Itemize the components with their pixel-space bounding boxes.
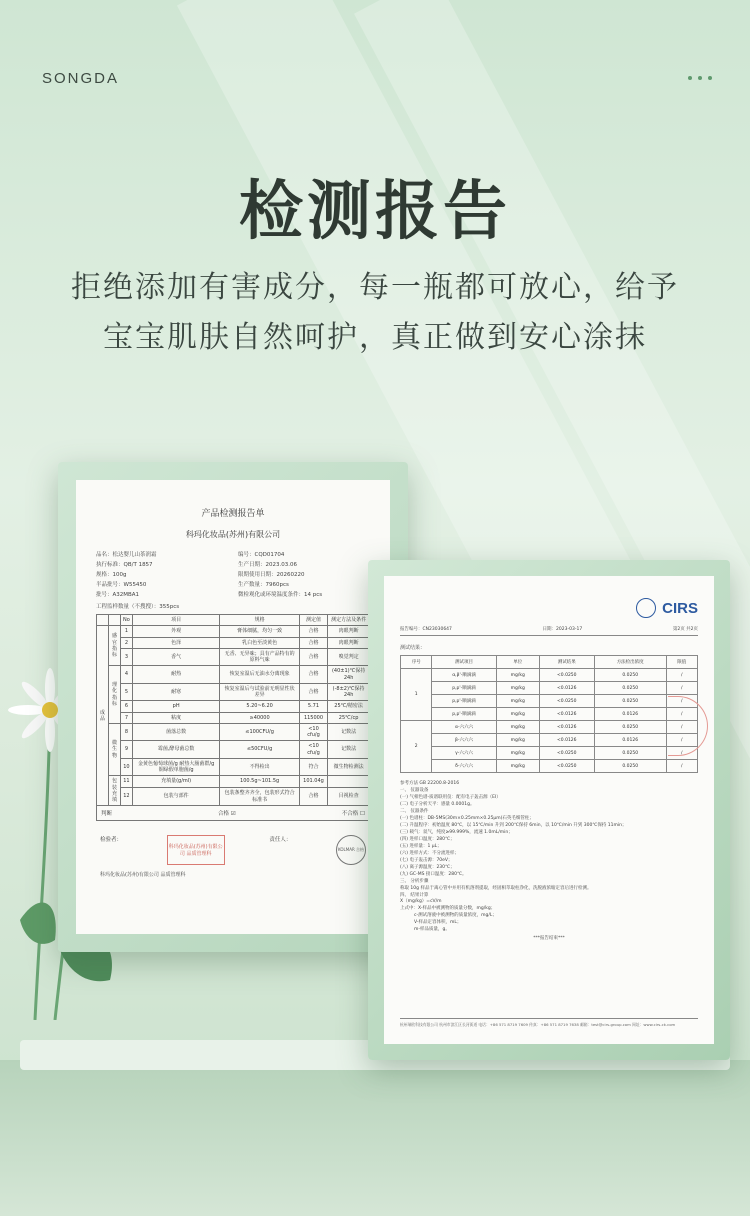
floor — [0, 1060, 750, 1216]
report-1-company: 科玛化妆品(苏州)有限公司 — [185, 530, 281, 539]
table-row: p,p'-顺滴滴 mg/kg <0.0250 0.0250 / — [401, 695, 698, 708]
col-header: 项目 — [132, 615, 220, 626]
brand-logo: SONGDA — [42, 70, 120, 87]
meta-item: 执行标准：QB/T 1857 — [96, 562, 153, 568]
report-1-meta — [96, 550, 370, 598]
cirs-header — [400, 598, 698, 618]
quality-stamp: 科玛化妆品(苏州)有限公司 品质管理科 — [167, 835, 225, 865]
report-2-paper — [384, 576, 714, 1044]
judge-label: 判断 — [101, 811, 113, 818]
group-product: 成品 — [97, 626, 109, 806]
table-row: δ-六六六 mg/kg <0.0250 0.0250 / — [401, 760, 698, 773]
group-micro: 微生物 — [109, 723, 121, 776]
method-text: 参考方法 GB 22200.8-2016 一、 仪器设备 (一) 气相色谱-质谱联用仪：配有电子轰击源（EI） (二) 电子分析天平：感量 0.0001g。 二、 仪器条件 (一) 色谱柱：DB-5MS(30m×0.25mm×0.25μm)石英毛细管柱； (二) 升温程序：初始温度 80℃，以 15℃/min 升到 200℃保持 6min，以 10℃/min 升到 300℃保持 11min； (三) 载气：氦气，纯度≥99.999%，流速 1.0mL/min； (四) 进样口温度：280℃； (五) 进样量：1 μL； (六) 进样方式：不分流进样； (七) 电子轰击源：70eV； (八) 离子源温度：230℃； (九) GC-MS 接口温度：280℃。 三、 分析步骤 称取 10g 样品于离心管中并用有机溶剂提取，经固相萃取柱净化，洗脱液浓缩定容后进行检测。 四、 结果计算 X（mg/kg）=cV/m 上式中：X-样品中被测物的质量分数，mg/kg； c-测试溶液中被测物的质量浓度，mg/L； V-样品定容体积，mL； m-样品质量，g。 ***报告结束*** — [400, 781, 627, 942]
table-row: 7 粘度 ≥40000 115000 25℃/cp — [97, 712, 370, 723]
meta-item: 微检观化或环境温度条件：14 pcs — [238, 592, 323, 598]
subtitle-line-2: 宝宝肌肤自然呵护，真正做到安心涂抹 — [103, 320, 647, 355]
sample-count: 工程监样数量（不搜搜）：355pcs — [96, 604, 180, 610]
more-dots-icon[interactable] — [688, 76, 712, 80]
subtitle-line-1: 拒绝添加有害成分，每一瓶都可放心，给予 — [71, 270, 679, 305]
report-2-table — [400, 655, 698, 773]
meta-item: 生产日期：2023.03.06 — [238, 562, 297, 568]
cirs-logo: CIRS — [662, 599, 698, 617]
table-row: 5 耐寒 恢复室温后与试验前无明显性状差异 合格 (-8±2)℃保持24h — [97, 683, 370, 701]
inspector-label: 检验者： — [100, 837, 123, 844]
table-row: 3 香气 无香、无异味；具有产品特有的原料气味 合格 嗅觉判定 — [97, 648, 370, 666]
meta-item: 编号：CQD01704 — [238, 552, 285, 558]
col-header: 规格 — [220, 615, 299, 626]
report-page: 第2页 共2页 — [672, 627, 698, 632]
responsible-label: 责任人： — [269, 837, 292, 844]
meta-item: 生产数量：7960pcs — [238, 582, 289, 588]
red-seal-stamp — [668, 696, 708, 756]
table-row: 2 色泽 乳白色至淡黄色 合格 肉眼判断 — [97, 637, 370, 648]
fail-checkbox: 不合格 ☐ — [341, 811, 365, 818]
table-row: 12 包装与部件 包装条整齐齐全，包装形式符合标准书 合格 目视检查 — [97, 787, 370, 805]
table-row: γ-六六六 mg/kg <0.0250 0.0250 / — [401, 747, 698, 760]
report-date: 日期：2023-03-17 — [542, 627, 583, 632]
table-row: 微生物 8 菌落总数 ≤100CFU/g <10 cfu/g 记数法 — [97, 723, 370, 741]
report-1-dept: 科玛化妆品(苏州)有限公司 品质管理科 — [100, 872, 186, 879]
report-number: 报告编号：CN23030647 — [400, 627, 452, 632]
col-header: No — [121, 615, 133, 626]
group-physchem: 理化指标 — [109, 666, 121, 724]
table-row: 成品 感官指标 1 外观 膏体细腻，均匀一致 合格 肉眼判断 — [97, 626, 370, 637]
signature-row — [96, 835, 370, 865]
table-header: 序号 测试项目 单位 测试结果 方法检出浓度 限值 — [401, 656, 698, 669]
judge-row — [96, 806, 370, 821]
table-row: 2 α-六六六 mg/kg <0.0126 0.0250 / — [401, 721, 698, 734]
table-row: 1 α,β'-顺滴滴 mg/kg <0.0250 0.0250 / — [401, 669, 698, 682]
result-label: 测试结果： — [400, 645, 426, 651]
meta-item: 半品批号：W55450 — [96, 582, 147, 588]
group-sensory: 感官指标 — [109, 626, 121, 666]
table-row: p,p'-顺滴滴 mg/kg <0.0126 0.0250 / — [401, 682, 698, 695]
table-row: 理化指标 4 耐热 恢复室温后无油水分离现象 合格 (40±1)℃保持24h — [97, 666, 370, 684]
report-1-table — [96, 614, 370, 806]
kolmar-round-stamp: KOLMAR 合格 — [336, 835, 366, 865]
meta-item: 规格：100g — [96, 572, 127, 578]
table-header — [97, 615, 370, 626]
report-1-sample-count — [96, 602, 370, 610]
report-frame-1 — [58, 462, 408, 952]
page-title: 检测报告 — [239, 175, 511, 249]
report-2-info — [400, 626, 698, 636]
report-1-title: 产品检测报告单 — [201, 509, 265, 519]
col-header: 测定方法及条件 — [328, 615, 370, 626]
pass-checkbox: 合格 ☑ — [218, 811, 236, 818]
col-header: 测定值 — [299, 615, 327, 626]
report-frame-2 — [368, 560, 730, 1060]
meta-item: 品名：松达婴儿山茶润霜 — [96, 552, 157, 558]
report-2-footer: 杭州瑞欧科技有限公司 杭州市滨江区长河街道 电话：+86 571 8719 7609 传真：+86 571 8719 7638 邮箱：test@cirs-group.com 网址：www.cirs-ck.com — [400, 1018, 698, 1028]
meta-item: 限期使用日期：20260220 — [238, 572, 305, 578]
table-row: 包装充填 11 充填量(g/ml) 100.5g~101.5g 101.04g — [97, 776, 370, 788]
group-pack: 包装充填 — [109, 776, 121, 806]
report-1-paper — [76, 480, 390, 934]
table-row: p,p'-顺滴滴 mg/kg <0.0126 0.0126 / — [401, 708, 698, 721]
table-row: β-六六六 mg/kg <0.0126 0.0126 / — [401, 734, 698, 747]
meta-item: 批号：A32MBA1 — [96, 592, 140, 598]
table-row: 6 pH 5.20~6.20 5.71 25℃/精密法 — [97, 701, 370, 712]
cirs-emblem-icon — [636, 598, 656, 618]
table-row: 10 金黄色葡萄球菌/g 耐热大肠菌群/g 铜绿假单胞菌/g 不得检出 符合 微生物检测法 — [97, 758, 370, 776]
table-row: 9 霉菌,酵母菌总数 ≤50CFU/g <10 cfu/g 记数法 — [97, 741, 370, 759]
